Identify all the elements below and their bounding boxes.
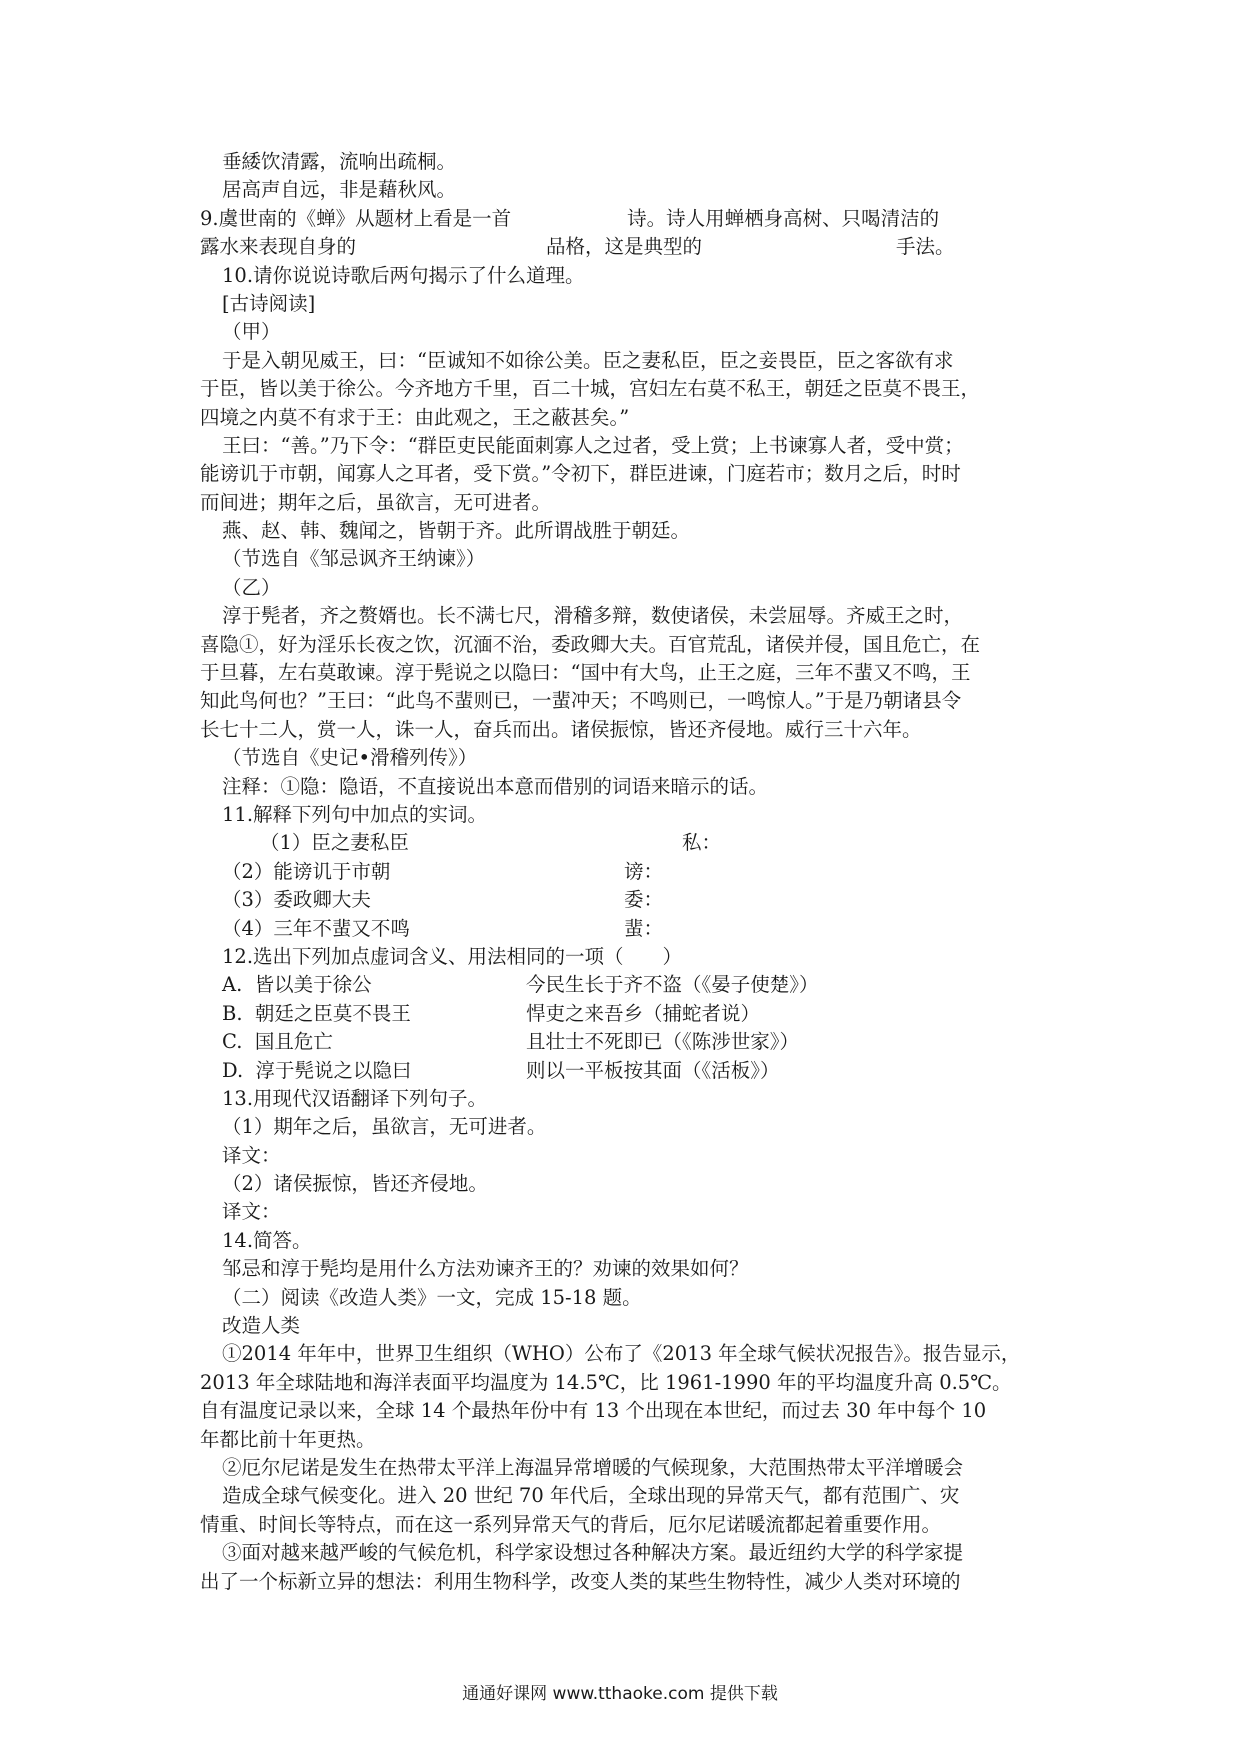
q9-text-3: 露水来表现自身的 — [200, 235, 357, 259]
question-12-option — [200, 1000, 1060, 1028]
passage-line: 王曰：“善。”乃下令：“群臣吏民能面刺寡人之过者，受上赏；上书谏寡人者，受中赏； — [222, 433, 964, 457]
article-line: 年都比前十年更热。 — [200, 1427, 376, 1451]
passage-line: 于旦暮，左右莫敢谏。淳于髡说之以隐曰：“国中有大鸟，止王之庭，三年不蜚又不鸣，王 — [200, 661, 971, 685]
translation-label: 译文： — [222, 1143, 281, 1167]
item-sentence: （1）臣之妻私臣 — [260, 831, 409, 855]
option-left: D. 淳于髡说之以隐曰 — [222, 1058, 412, 1082]
question-13-title: 13.用现代汉语翻译下列句子。 — [222, 1086, 488, 1110]
article-line: 情重、时间长等特点，而在这一系列异常天气的背后，厄尔尼诺暖流都起着重要作用。 — [200, 1512, 942, 1536]
question-11-item — [200, 858, 1060, 886]
article-line: 2013 年全球陆地和海洋表面平均温度为 14.5℃，比 1961-1990 年的平均温度升高 0.5℃。 — [200, 1370, 1012, 1394]
passage-yi-label: （乙） — [222, 575, 281, 599]
document-body — [200, 148, 1060, 1596]
question-10: 10.请你说说诗歌后两句揭示了什么道理。 — [222, 263, 585, 287]
page-footer: 通通好课网 www.tthaoke.com 提供下载 — [462, 1684, 778, 1704]
option-left: C. 国且危亡 — [222, 1030, 333, 1054]
section-heading: [古诗阅读] — [222, 291, 316, 315]
passage-line: 燕、赵、韩、魏闻之，皆朝于齐。此所谓战胜于朝廷。 — [222, 519, 691, 543]
passage-line: 四境之内莫不有求于王：由此观之，王之蔽甚矣。” — [200, 405, 630, 429]
question-14-question: 邹忌和淳于髡均是用什么方法劝谏齐王的？劝谏的效果如何？ — [222, 1257, 749, 1281]
item-sentence: （2）能谤讥于市朝 — [222, 859, 391, 883]
poem-line: 居高声自远，非是藉秋风。 — [222, 178, 457, 202]
article-line: ①2014 年年中，世界卫生组织（WHO）公布了《2013 年全球气候状况报告》。报告显示， — [222, 1342, 1021, 1366]
passage-line: 于是入朝见威王，曰：“臣诚知不如徐公美。臣之妻私臣，臣之妾畏臣，臣之客欲有求 — [222, 348, 954, 372]
article-line: 造成全球气候变化。进入 20 世纪 70 年代后，全球出现的异常天气，都有范围广、灾 — [222, 1484, 960, 1508]
question-12-option — [200, 1057, 1060, 1085]
question-13-sentence: （1）期年之后，虽欲言，无可进者。 — [222, 1115, 547, 1139]
annotation-note: 注释：①隐：隐语，不直接说出本意而借别的词语来暗示的话。 — [222, 774, 769, 798]
option-right: 悍吏之来吾乡（捕蛇者说） — [526, 1001, 761, 1025]
translation-label: 译文： — [222, 1200, 281, 1224]
question-12-title: 12.选出下列加点虚词含义、用法相同的一项（ ） — [222, 944, 683, 968]
item-word: 私： — [682, 831, 722, 855]
item-word: 蜚： — [624, 916, 664, 940]
passage-line: 淳于髡者，齐之赘婿也。长不满七尺，滑稽多辩，数使诸侯，未尝屈辱。齐威王之时， — [222, 604, 964, 628]
item-word: 委： — [624, 888, 664, 912]
option-right: 则以一平板按其面（《活板》） — [526, 1058, 780, 1082]
option-right: 今民生长于齐不盗（《晏子使楚》） — [526, 973, 819, 997]
passage-line: 能谤讥于市朝，闻寡人之耳者，受下赏。”令初下，群臣进谏，门庭若市；数月之后，时时 — [200, 462, 961, 486]
article-line: 自有温度记录以来，全球 14 个最热年份中有 13 个出现在本世纪，而过去 30 年中每个 10 — [200, 1399, 987, 1423]
article-line: ③面对越来越严峻的气候危机，科学家设想过各种解决方案。最近纽约大学的科学家提 — [222, 1541, 964, 1565]
question-13-sentence: （2）诸侯振惊，皆还齐侵地。 — [222, 1172, 488, 1196]
option-right: 且壮士不死即已（《陈涉世家》） — [526, 1030, 800, 1054]
option-left: B. 朝廷之臣莫不畏王 — [222, 1001, 411, 1025]
q9-text-2: 诗。诗人用蝉栖身高树、只喝清洁的 — [627, 206, 940, 230]
question-9-line-2 — [200, 233, 1060, 261]
q9-text-1: 9.虞世南的《蝉》从题材上看是一首 — [200, 206, 512, 230]
article-title: 改造人类 — [222, 1314, 301, 1338]
passage-line: 知此鸟何也？”王曰：“此鸟不蜚则已，一蜚冲天；不鸣则已，一鸣惊人。”于是乃朝诸县令 — [200, 689, 962, 713]
passage-jia-label: （甲） — [222, 320, 281, 344]
question-12-option — [200, 1028, 1060, 1056]
question-11-item — [200, 829, 1060, 857]
passage-line: 长七十二人，赏一人，诛一人，奋兵而出。诸侯振惊，皆还齐侵地。威行三十六年。 — [200, 717, 922, 741]
passage-source: （节选自《邹忌讽齐王纳谏》） — [222, 547, 486, 571]
q9-text-5: 手法。 — [896, 235, 955, 259]
question-11-item — [200, 915, 1060, 943]
question-11-title: 11.解释下列句中加点的实词。 — [222, 802, 488, 826]
poem-line: 垂緌饮清露，流响出疏桐。 — [222, 150, 457, 173]
passage-source: （节选自《史记•滑稽列传》） — [222, 746, 478, 770]
question-9-line-1 — [200, 205, 1060, 233]
passage-line: 于臣，皆以美于徐公。今齐地方千里，百二十城，宫妇左右莫不私王，朝廷之臣莫不畏王， — [200, 377, 981, 401]
item-word: 谤： — [624, 859, 664, 883]
article-line: ②厄尔尼诺是发生在热带太平洋上海温异常增暖的气候现象，大范围热带太平洋增暖会 — [222, 1455, 964, 1479]
article-line: 出了一个标新立异的想法：利用生物科学，改变人类的某些生物特性，减少人类对环境的 — [200, 1569, 961, 1593]
item-sentence: （3）委政卿大夫 — [222, 888, 371, 912]
q9-text-4: 品格，这是典型的 — [546, 235, 703, 259]
passage-line: 喜隐①，好为淫乐长夜之饮，沉湎不治，委政卿大夫。百官荒乱，诸侯并侵，国且危亡，在 — [200, 632, 981, 656]
passage-line: 而间进；期年之后，虽欲言，无可进者。 — [200, 490, 552, 514]
question-14-title: 14.简答。 — [222, 1228, 312, 1252]
item-sentence: （4）三年不蜚又不鸣 — [222, 916, 410, 940]
option-left: A. 皆以美于徐公 — [222, 973, 372, 997]
question-12-option — [200, 971, 1060, 999]
question-11-item — [200, 886, 1060, 914]
part-2-intro: （二）阅读《改造人类》一文，完成 15-18 题。 — [222, 1285, 642, 1309]
